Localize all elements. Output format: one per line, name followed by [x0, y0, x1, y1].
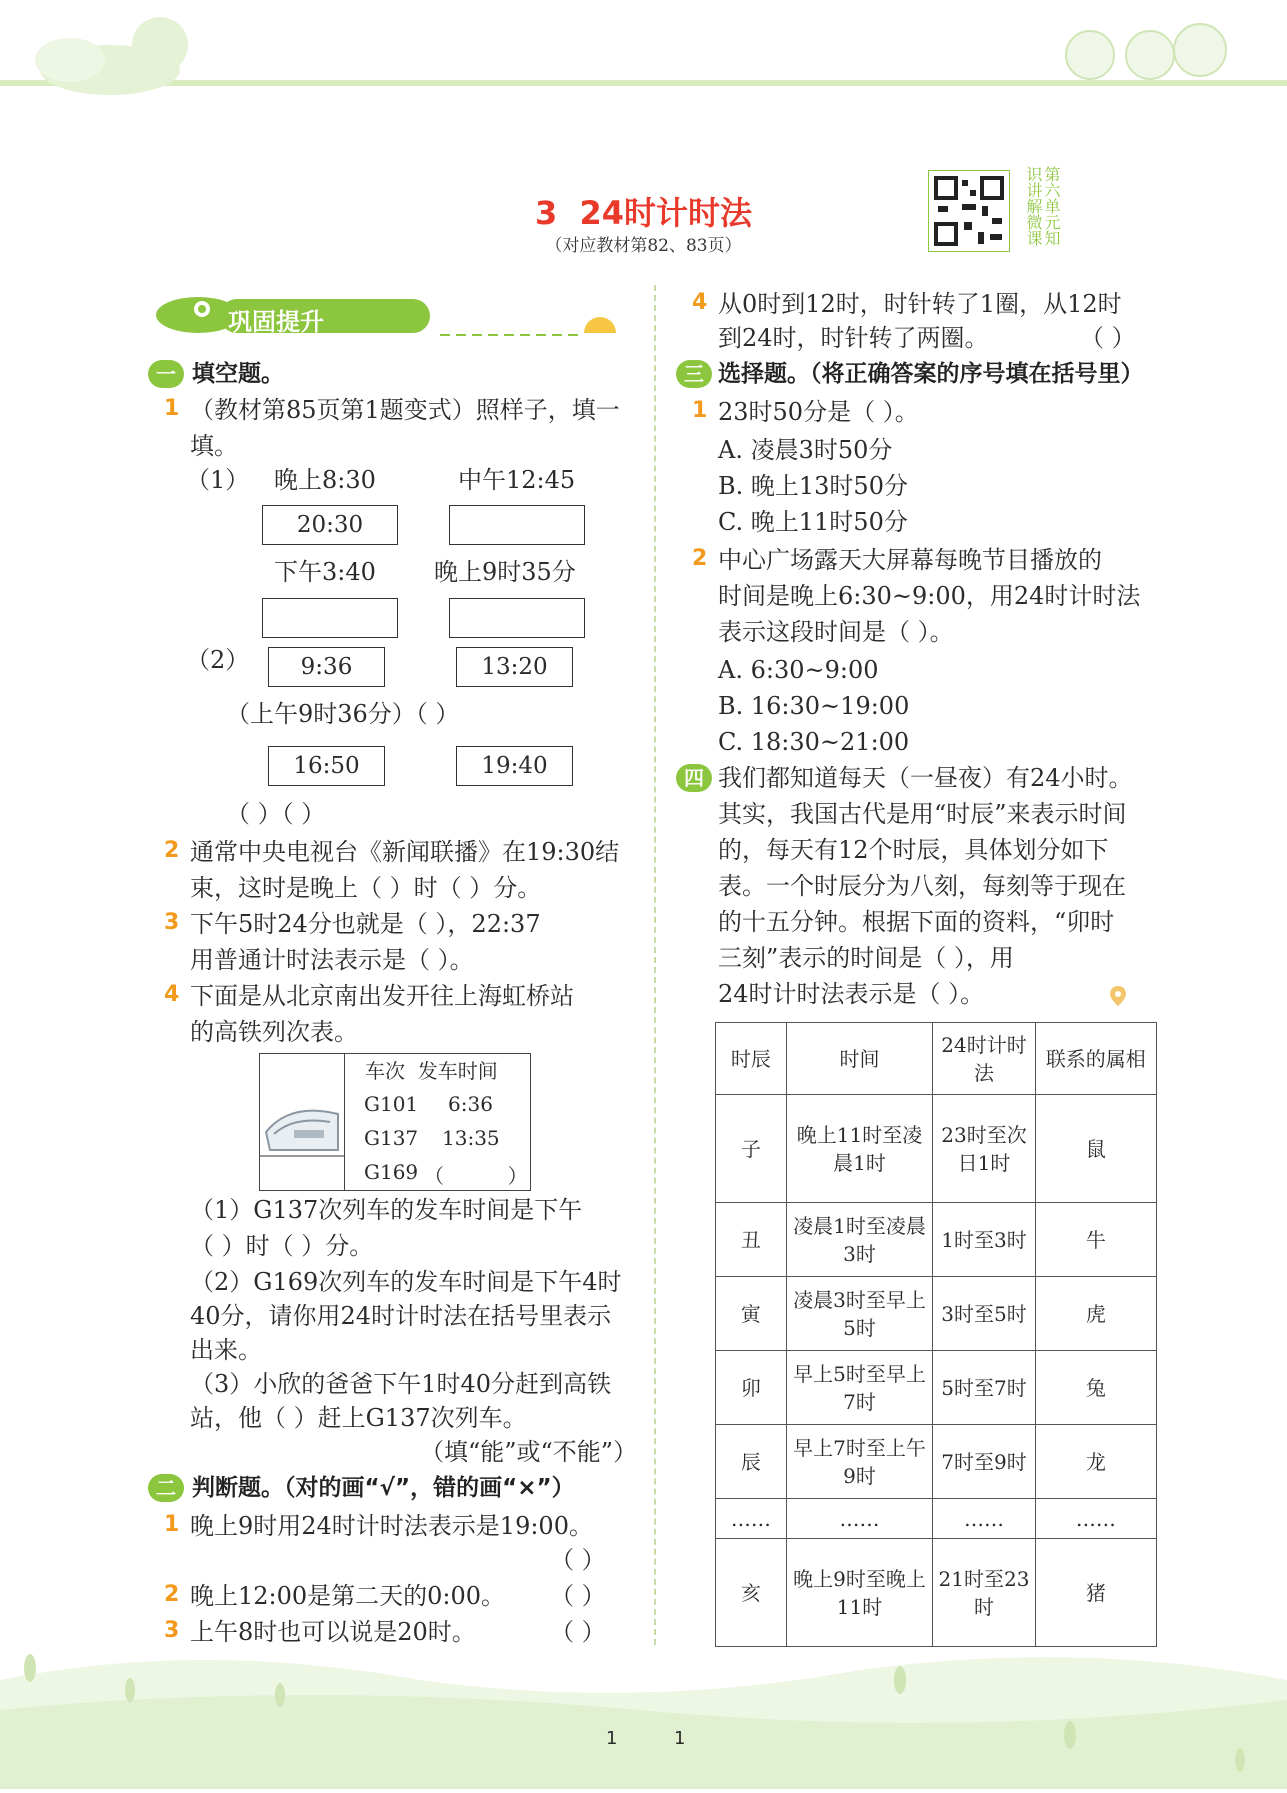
row-mao-time: 早上5时至早上7时 — [786, 1351, 933, 1425]
column-divider — [654, 285, 656, 1645]
j3-number: 3 — [164, 1618, 180, 1643]
q1-answer-box-2[interactable] — [449, 505, 585, 545]
section-banner — [150, 285, 630, 341]
c2-line1: 中心广场露天大屏幕每晚节目播放的 — [718, 546, 1102, 574]
row-ellipsis-1: …… — [716, 1499, 787, 1539]
c2-line2: 时间是晚上6:30~9:00，用24时计时法 — [718, 582, 1141, 610]
q1-paren-row1[interactable]: （上午9时36分）（ ） — [226, 700, 460, 728]
row-chou-24h: 1时至3时 — [933, 1203, 1035, 1277]
banner-graphic — [150, 285, 630, 341]
q3-line1[interactable]: 下午5时24分也就是（ ），22:37 — [190, 910, 541, 938]
row-zi-24h: 23时至次日1时 — [933, 1095, 1035, 1203]
j4-line2: 到24时，时针转了两圈。 — [718, 324, 989, 352]
train-row-3-time[interactable]: （ ） — [424, 1164, 528, 1188]
train-icon — [260, 1054, 344, 1190]
q2-line1: 通常中央电视台《新闻联播》在19:30结 — [190, 838, 620, 866]
qr-code-graphic — [928, 170, 1010, 252]
j1-paren[interactable]: （ ） — [550, 1546, 606, 1574]
q2-line2[interactable]: 束，这时是晚上（ ）时（ ）分。 — [190, 874, 542, 902]
q1-line1: （教材第85页第1题变式）照样子，填一 — [190, 396, 620, 424]
train-row-2-time: 13:35 — [442, 1126, 500, 1150]
page-number-left: 1 — [606, 1728, 618, 1749]
header-graphic — [0, 0, 1287, 95]
section-4-badge: 四 — [676, 764, 712, 792]
row-yin-shichen: 寅 — [716, 1277, 787, 1351]
j1-number: 1 — [164, 1512, 180, 1537]
row-chou-zodiac: 牛 — [1035, 1203, 1156, 1277]
row-chou-shichen: 丑 — [716, 1203, 787, 1277]
row-zi-zodiac: 鼠 — [1035, 1095, 1156, 1203]
q1-part2-label: （2） — [186, 646, 250, 674]
qr-label: 第六单元知识讲解微课 — [1024, 166, 1061, 246]
row-ellipsis-4: …… — [1035, 1499, 1156, 1539]
header-zodiac: 联系的属相 — [1035, 1023, 1156, 1095]
lesson-subtitle: （对应教材第82、83页） — [545, 236, 742, 256]
sec4-line-2: 其实，我国古代是用“时辰”来表示时间 — [718, 800, 1127, 828]
row-chen-zodiac: 龙 — [1035, 1425, 1156, 1499]
q1-clock-1320: 13:20 — [456, 647, 573, 687]
row-yin-24h: 3时至5时 — [933, 1277, 1035, 1351]
j2-text: 晚上12:00是第二天的0:00。 — [190, 1582, 506, 1610]
row-chen-24h: 7时至9时 — [933, 1425, 1035, 1499]
q1-time-evening-830: 晚上8:30 — [274, 466, 376, 494]
q4-sub3-line2[interactable]: 站，他（ ）赶上G137次列车。 — [190, 1404, 527, 1432]
q2-number: 2 — [164, 838, 180, 863]
row-hai-24h: 21时至23时 — [933, 1539, 1035, 1647]
j4-paren[interactable]: （ ） — [1080, 324, 1136, 352]
c1-option-b[interactable]: B. 晚上13时50分 — [718, 472, 908, 500]
row-mao-shichen: 卯 — [716, 1351, 787, 1425]
page-number-right: 1 — [674, 1728, 686, 1749]
q4-sub2-line1: （2）G169次列车的发车时间是下午4时 — [190, 1268, 622, 1296]
q4-sub3-line1: （3）小欣的爸爸下午1时40分赶到高铁 — [190, 1370, 612, 1398]
section-3-badge: 三 — [676, 360, 712, 388]
sec4-line-5: 的十五分钟。根据下面的资料，“卯时 — [718, 908, 1115, 936]
sec4-line-1: 我们都知道每天（一昼夜）有24小时。 — [718, 764, 1133, 792]
table-row — [716, 1425, 1157, 1499]
j3-text: 上午8时也可以说是20时。 — [190, 1618, 476, 1646]
train-table — [259, 1053, 531, 1191]
q1-clock-1940: 19:40 — [456, 746, 573, 786]
q1-answer-box-1[interactable]: 20:30 — [262, 505, 398, 545]
q4-sub2-line2: 40分，请你用24时计时法在括号里表示 — [190, 1302, 612, 1330]
sec4-line-7[interactable]: 24时计时法表示是（ ）。 — [718, 980, 985, 1008]
c2-option-b[interactable]: B. 16:30~19:00 — [718, 692, 910, 720]
row-zi-shichen: 子 — [716, 1095, 787, 1203]
j4-number: 4 — [692, 290, 708, 315]
sec4-line-3: 的，每天有12个时辰，具体划分如下 — [718, 836, 1109, 864]
q4-number: 4 — [164, 982, 180, 1007]
q1-paren-row2[interactable]: （ ）（ ） — [226, 800, 326, 828]
train-row-3-id: G169 — [364, 1160, 419, 1184]
j2-paren[interactable]: （ ） — [550, 1582, 606, 1610]
section-1-badge: 一 — [148, 360, 184, 388]
q4-sub1-line1: （1）G137次列车的发车时间是下午 — [190, 1196, 583, 1224]
bottom-landscape — [0, 1640, 1287, 1789]
q3-number: 3 — [164, 910, 180, 935]
table-row — [716, 1203, 1157, 1277]
j3-paren[interactable]: （ ） — [550, 1618, 606, 1646]
section-1-title: 填空题。 — [192, 361, 284, 387]
q1-clock-1650: 16:50 — [268, 746, 385, 786]
q1-part1-label: （1） — [186, 466, 250, 494]
q4-line1: 下面是从北京南出发开往上海虹桥站 — [190, 982, 574, 1010]
row-yin-zodiac: 虎 — [1035, 1277, 1156, 1351]
qr-code[interactable] — [928, 170, 1010, 252]
header-shichen: 时辰 — [716, 1023, 787, 1095]
lesson-title-text: 24时计时法 — [579, 194, 753, 232]
header-24h: 24时计时法 — [933, 1023, 1035, 1095]
q4-sub1-line2[interactable]: （ ）时（ ）分。 — [190, 1232, 374, 1260]
row-mao-zodiac: 兔 — [1035, 1351, 1156, 1425]
row-chen-shichen: 辰 — [716, 1425, 787, 1499]
row-zi-time: 晚上11时至凌晨1时 — [786, 1095, 933, 1203]
c2-option-c[interactable]: C. 18:30~21:00 — [718, 728, 910, 756]
q4-line2: 的高铁列次表。 — [190, 1018, 358, 1046]
shichen-table — [715, 1022, 1157, 1647]
q1-line2: 填。 — [190, 432, 238, 460]
c1-stem[interactable]: 23时50分是（ ）。 — [718, 398, 919, 426]
table-row — [716, 1277, 1157, 1351]
train-row-1-time: 6:36 — [448, 1092, 493, 1116]
row-hai-shichen: 亥 — [716, 1539, 787, 1647]
train-table-header: 车次 发车时间 — [365, 1059, 498, 1083]
c2-line3[interactable]: 表示这段时间是（ ）。 — [718, 618, 954, 646]
sec4-line-6[interactable]: 三刻”表示的时间是（ ），用 — [718, 944, 1014, 972]
table-row — [716, 1351, 1157, 1425]
c1-option-a[interactable]: A. 凌晨3时50分 — [718, 436, 893, 464]
j1-text: 晚上9时用24时计时法表示是19:00。 — [190, 1512, 593, 1540]
table-header-row — [716, 1023, 1157, 1095]
row-mao-24h: 5时至7时 — [933, 1351, 1035, 1425]
q1-time-noon-1245: 中午12:45 — [458, 466, 576, 494]
row-yin-time: 凌晨3时至早上5时 — [786, 1277, 933, 1351]
train-row-1-id: G101 — [364, 1092, 419, 1116]
train-image-cell — [260, 1054, 345, 1190]
sec4-line-4: 表。一个时辰分为八刻，每刻等于现在 — [718, 872, 1126, 900]
j2-number: 2 — [164, 1582, 180, 1607]
c1-number: 1 — [692, 398, 708, 423]
q3-line2[interactable]: 用普通计时法表示是（ ）。 — [190, 946, 474, 974]
table-row — [716, 1499, 1157, 1539]
q1-answer-box-4[interactable] — [449, 598, 585, 638]
header-time: 时间 — [786, 1023, 933, 1095]
row-ellipsis-3: …… — [933, 1499, 1035, 1539]
c2-number: 2 — [692, 546, 708, 571]
row-chen-time: 早上7时至上午9时 — [786, 1425, 933, 1499]
section-2-title: 判断题。（对的画“√”，错的画“×”） — [192, 1475, 575, 1501]
c1-option-c[interactable]: C. 晚上11时50分 — [718, 508, 908, 536]
section-2-badge: 二 — [148, 1474, 184, 1502]
top-decoration — [0, 0, 1287, 95]
table-row — [716, 1095, 1157, 1203]
j4-line1: 从0时到12时，时针转了1圈，从12时 — [718, 290, 1122, 318]
q4-sub3-line3: （填“能”或“不能”） — [420, 1438, 638, 1466]
section-banner-title: 巩固提升 — [228, 308, 324, 336]
row-ellipsis-2: …… — [786, 1499, 933, 1539]
lesson-title — [0, 188, 1287, 234]
q1-number: 1 — [164, 396, 180, 421]
q4-sub2-line3: 出来。 — [190, 1336, 262, 1364]
row-hai-zodiac: 猪 — [1035, 1539, 1156, 1647]
q1-time-afternoon-340: 下午3:40 — [274, 558, 376, 586]
location-pin-icon — [1108, 984, 1128, 1008]
row-hai-time: 晚上9时至晚上11时 — [786, 1539, 933, 1647]
train-row-2-id: G137 — [364, 1126, 419, 1150]
lesson-number: 3 — [534, 194, 558, 232]
q1-clock-936: 9:36 — [268, 647, 385, 687]
row-chou-time: 凌晨1时至凌晨3时 — [786, 1203, 933, 1277]
section-3-title: 选择题。（将正确答案的序号填在括号里） — [718, 361, 1144, 387]
table-row — [716, 1539, 1157, 1647]
q1-answer-box-3[interactable] — [262, 598, 398, 638]
c2-option-a[interactable]: A. 6:30~9:00 — [718, 656, 879, 684]
q1-time-night-935: 晚上9时35分 — [434, 558, 576, 586]
landscape-graphic — [0, 1640, 1287, 1789]
